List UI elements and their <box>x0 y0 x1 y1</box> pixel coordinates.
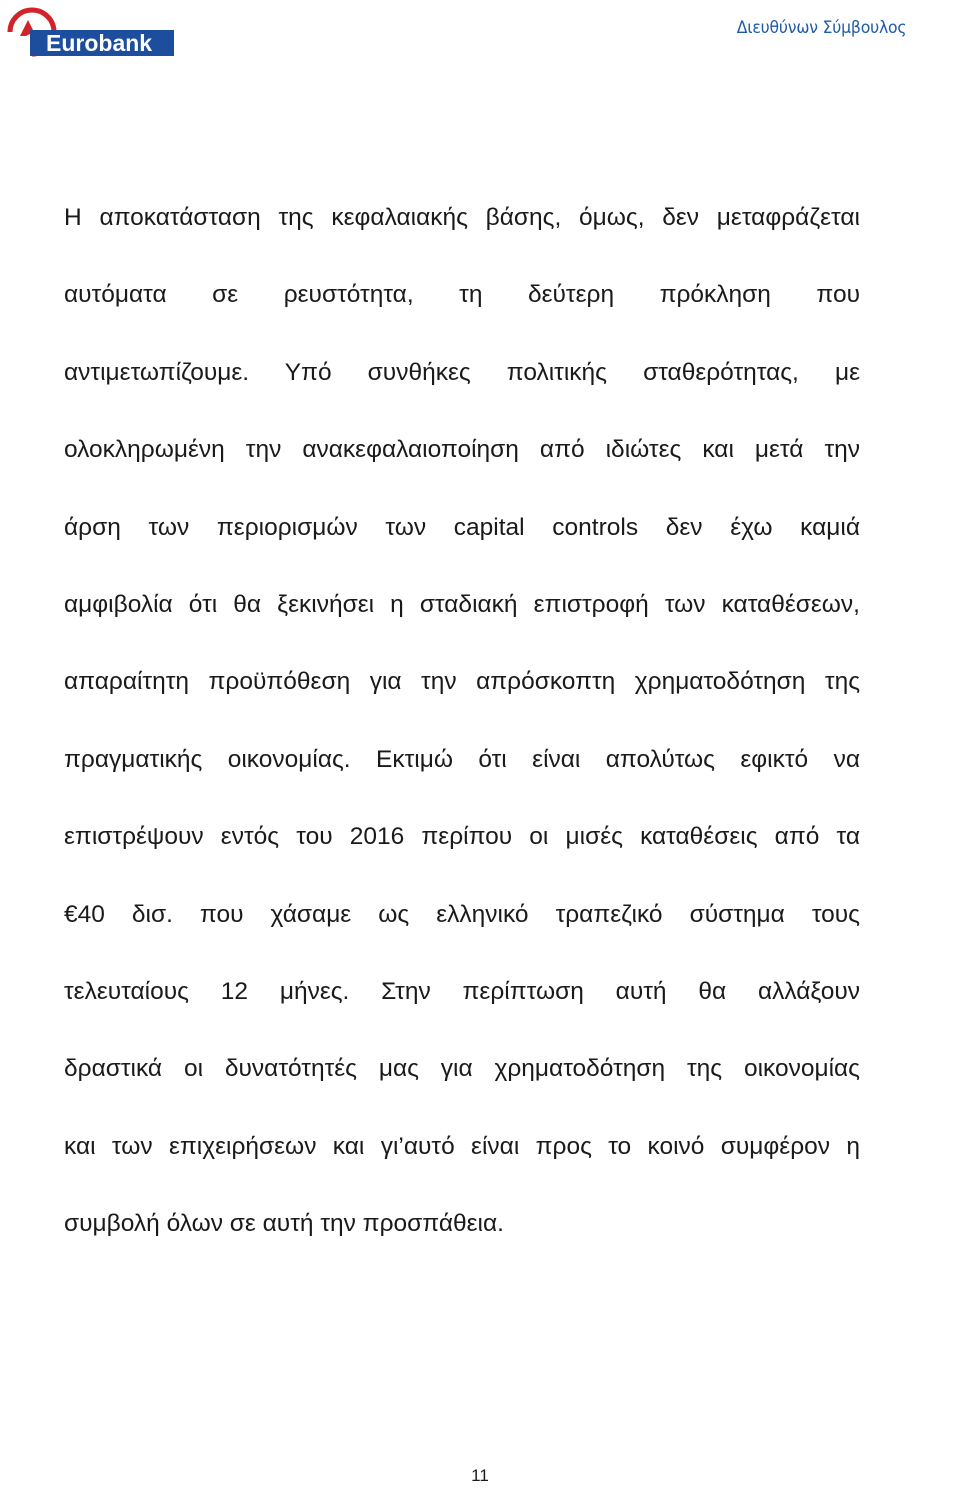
header-section-title: Διευθύνων Σύμβουλος <box>736 18 906 38</box>
paragraph-line: δραστικά οι δυνατότητές μας για χρηματοδότηση της οικονομίας <box>64 1055 860 1083</box>
paragraph-line: τελευταίους 12 μήνες. Στην περίπτωση αυτή θα αλλάξουν <box>64 977 860 1005</box>
paragraph-line: Η αποκατάσταση της κεφαλαιακής βάσης, όμως, δεν μεταφράζεται <box>64 204 860 231</box>
paragraph-line: επιστρέψουν εντός του 2016 περίπου οι μισές καταθέσεις από τα <box>64 823 860 851</box>
paragraph-line: αμφιβολία ότι θα ξεκινήσει η σταδιακή επιστροφή των καταθέσεων, <box>64 590 860 618</box>
paragraph-line: και των επιχειρήσεων και γι’αυτό είναι προς το κοινό συμφέρον η <box>64 1132 860 1160</box>
body-paragraph <box>64 194 860 1277</box>
eurobank-logo-text: Eurobank <box>46 30 153 56</box>
page-number: 11 <box>471 1466 489 1485</box>
paragraph-line: €40 δισ. που χάσαμε ως ελληνικό τραπεζικό σύστημα τους <box>64 900 860 928</box>
paragraph-line: αντιμετωπίζουμε. Υπό συνθήκες πολιτικής σταθερότητας, με <box>64 358 860 386</box>
eurobank-logo-mark <box>6 6 178 58</box>
paragraph-line: άρση των περιορισμών των capital controls δεν έχω καμιά <box>64 513 860 541</box>
paragraph-line: συμβολή όλων σε αυτή την προσπάθεια. <box>64 1210 504 1238</box>
paragraph-line: πραγματικής οικονομίας. Εκτιμώ ότι είναι απολύτως εφικτό να <box>64 745 860 773</box>
paragraph-line: ολοκληρωμένη την ανακεφαλαιοποίηση από ιδιώτες και μετά την <box>64 436 860 464</box>
eurobank-logo <box>6 6 178 58</box>
paragraph-line: αυτόματα σε ρευστότητα, τη δεύτερη πρόκληση που <box>64 281 860 309</box>
paragraph-line: απαραίτητη προϋπόθεση για την απρόσκοπτη χρηματοδότηση της <box>64 668 860 696</box>
